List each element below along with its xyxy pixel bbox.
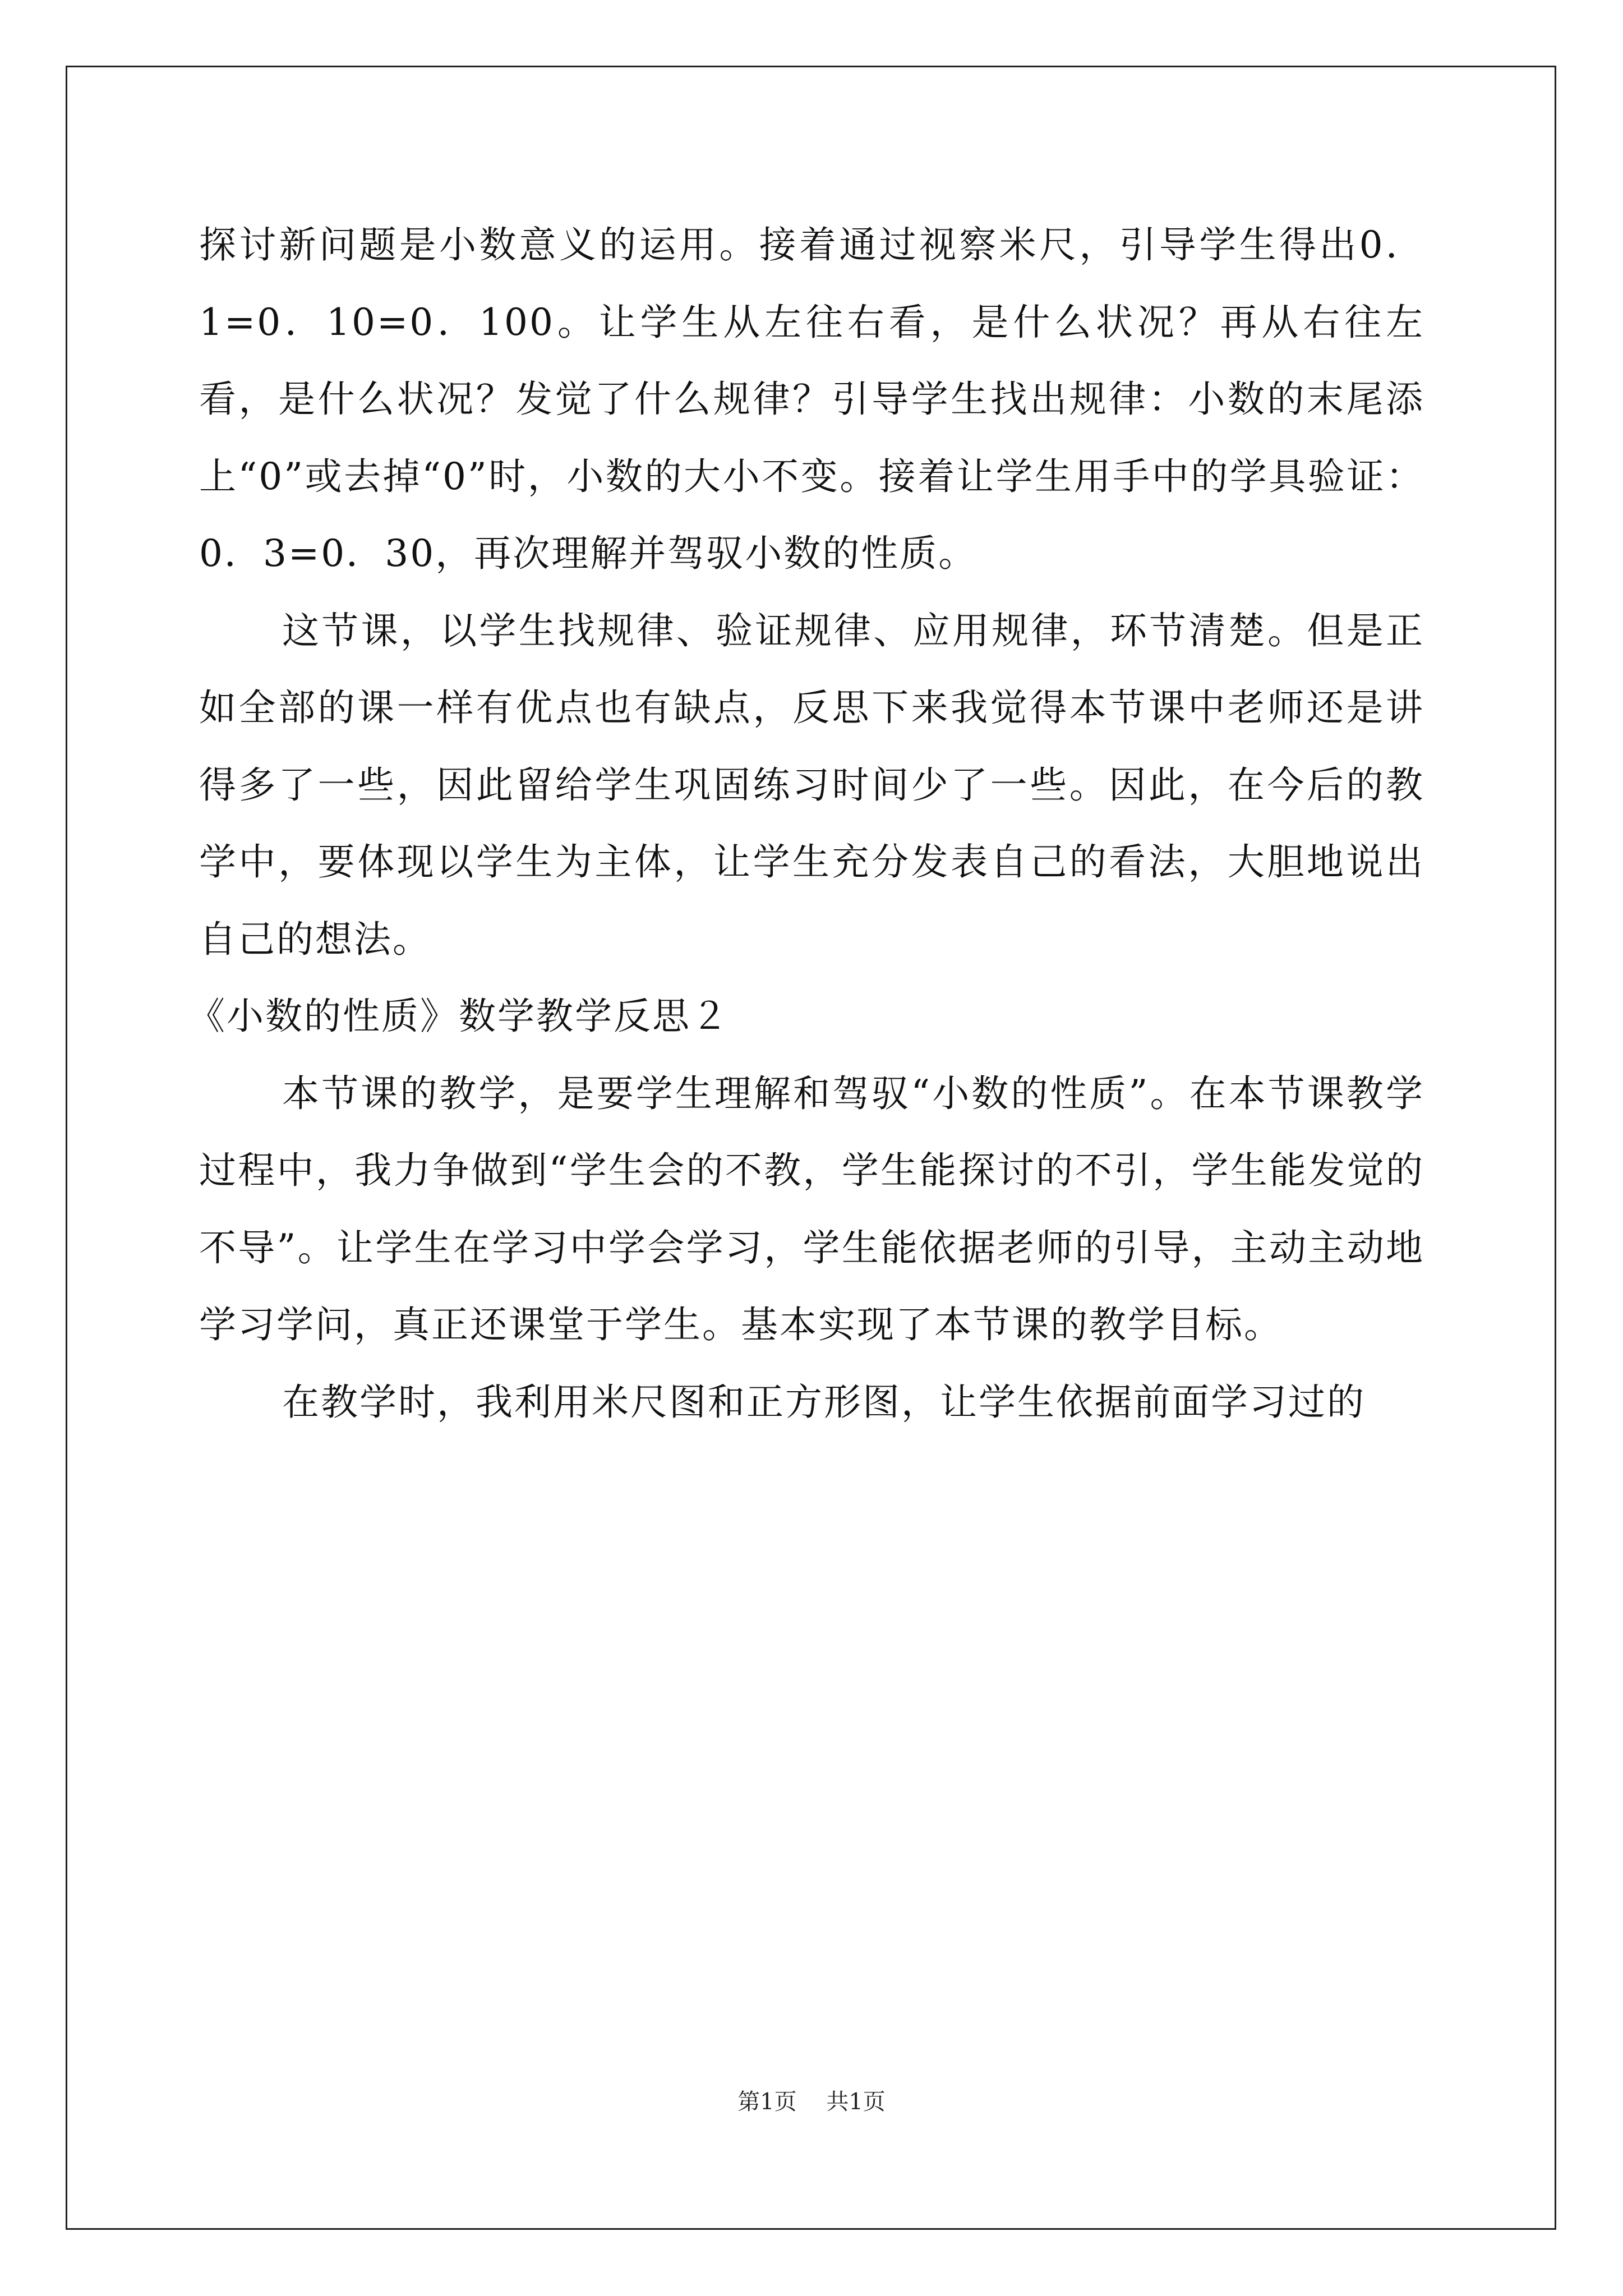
- paragraph-3: 本节课的教学，是要学生理解和驾驭“小数的性质”。在本节课教学过程中，我力争做到“学生会的不教，学生能探讨的不引，学生能发觉的不导”。让学生在学习中学会学习，学生能依据老师的引导，主动主动地学习学问，真正还课堂于学生。基本实现了本节课的教学目标。: [199, 1071, 1424, 1346]
- document-body: [188, 206, 1424, 1441]
- paragraph-4: 在教学时，我利用米尺图和正方形图，让学生依据前面学习过的: [282, 1380, 1366, 1424]
- page-footer: [0, 2084, 1623, 2116]
- page-number-total: 共1页: [826, 2089, 886, 2115]
- paragraph-1: 探讨新问题是小数意义的运用。接着通过视察米尺，引导学生得出0．1=0．10=0．100。让学生从左往右看，是什么状况？再从右往左看，是什么状况？发觉了什么规律？引导学生找出规律：小数的末尾添上“0”或去掉“0”时，小数的大小不变。接着让学生用手中的学具验证：0．3=0．30，再次理解并驾驭小数的性质。: [199, 223, 1424, 575]
- section-heading: 《小数的性质》数学教学反思２: [188, 995, 730, 1038]
- page-number-current: 第1页: [737, 2089, 797, 2115]
- paragraph-2: 这节课，以学生找规律、验证规律、应用规律，环节清楚。但是正如全部的课一样有优点也有缺点，反思下来我觉得本节课中老师还是讲得多了一些，因此留给学生巩固练习时间少了一些。因此，在今后的教学中，要体现以学生为主体，让学生充分发表自己的看法，大胆地说出自己的想法。: [199, 609, 1424, 961]
